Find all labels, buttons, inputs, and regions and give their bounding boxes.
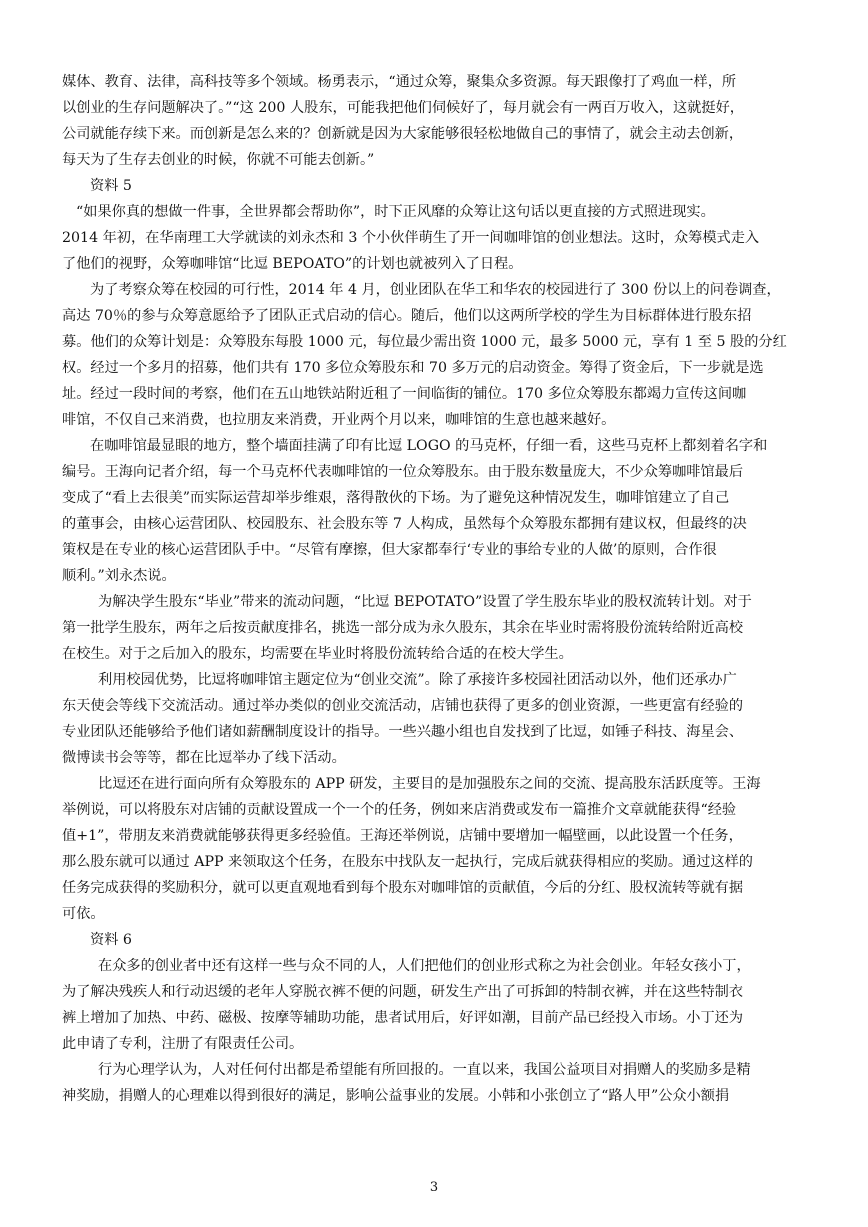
text-line: 募。他们的众筹计划是：众筹股东每股 1000 元，每位最少需出资 1000 元，最多 5000 元，享有 1 至 5 股的分红 <box>62 334 787 350</box>
text-line: 策权是在专业的核心运营团队手中。“尽管有摩擦，但大家都奉行‘专业的事给专业的人做’的原则，合作很 <box>62 542 717 558</box>
text-line: 在众多的创业者中还有这样一些与众不同的人，人们把他们的创业形式称之为社会创业。年轻女孩小丁， <box>98 958 751 974</box>
text-line: “如果你真的想做一件事，全世界都会帮助你”，时下正风靡的众筹让这句话以更直接的方式照进现实。 <box>76 204 715 220</box>
text-line: 值+1”，带朋友来消费就能够获得更多经验值。王海还举例说，店铺中要增加一幅壁画，以此设置一个任务， <box>62 828 743 844</box>
text-line: 第一批学生股东，两年之后按贡献度排名，挑选一部分成为永久股东，其余在毕业时需将股份流转给附近高校 <box>62 620 744 636</box>
section-heading: 资料 6 <box>90 932 132 948</box>
text-line: 裤上增加了加热、中药、磁极、按摩等辅助功能，患者试用后，好评如潮，目前产品已经投入市场。小丁还为 <box>62 1010 744 1026</box>
text-line: 比逗还在进行面向所有众筹股东的 APP 研发，主要目的是加强股东之间的交流、提高股东活跃度等。王海 <box>98 776 761 792</box>
text-line: 在校生。对于之后加入的股东，均需要在毕业时将股份流转给合适的在校大学生。 <box>62 646 573 662</box>
text-line: 神奖励，捐赠人的心理难以得到很好的满足，影响公益事业的发展。小韩和小张创立了“路人甲”公众小额捐 <box>62 1088 730 1104</box>
text-line: 此申请了专利，注册了有限责任公司。 <box>62 1036 304 1052</box>
text-line: 权。经过一个多月的招募，他们共有 170 多位众筹股东和 70 多万元的启动资金。筹得了资金后，下一步就是选 <box>62 360 764 376</box>
text-line: 为了考察众筹在校园的可行性，2014 年 4 月，创业团队在华工和华农的校园进行了 300 份以上的问卷调查， <box>90 282 781 298</box>
text-line: 东天使会等线下交流活动。通过举办类似的创业交流活动，店铺也获得了更多的创业资源，一些更富有经验的 <box>62 698 744 714</box>
text-line: 2014 年初，在华南理工大学就读的刘永杰和 3 个小伙伴萌生了开一间咖啡馆的创业想法。这时，众筹模式走入 <box>62 230 760 246</box>
text-line: 变成了“看上去很美”而实际运营却举步维艰，落得散伙的下场。为了避免这种情况发生，咖啡馆建立了自己 <box>62 490 730 506</box>
text-line: 那么股东就可以通过 APP 来领取这个任务，在股东中找队友一起执行，完成后就获得相应的奖励。通过这样的 <box>62 854 753 870</box>
text-line: 以创业的生存问题解决了。”“这 200 人股东，可能我把他们伺候好了，每月就会有一两百万收入，这就挺好， <box>62 100 744 116</box>
text-line: 在咖啡馆最显眼的地方，整个墙面挂满了印有比逗 LOGO 的马克杯，仔细一看，这些马克杯上都刻着名字和 <box>90 438 768 454</box>
section-heading: 资料 5 <box>90 178 132 194</box>
page-number: 3 <box>429 1180 439 1195</box>
text-line: 公司就能存续下来。而创新是怎么来的？创新就是因为大家能够很轻松地做自己的事情了，就会主动去创新， <box>62 126 744 142</box>
text-line: 高达 70％的参与众筹意愿给予了团队正式启动的信心。随后，他们以这两所学校的学生为目标群体进行股东招 <box>62 308 752 324</box>
text-line: 了他们的视野，众筹咖啡馆“比逗 BEPOATO”的计划也就被列入了日程。 <box>62 256 523 272</box>
text-line: 微博读书会等等，都在比逗举办了线下活动。 <box>62 750 346 766</box>
text-line: 址。经过一段时间的考察，他们在五山地铁站附近租了一间临街的铺位。170 多位众筹股东都竭力宣传这间咖 <box>62 386 747 402</box>
text-line: 任务完成获得的奖励积分，就可以更直观地看到每个股东对咖啡馆的贡献值，今后的分红、股权流转等就有据 <box>62 880 744 896</box>
text-line: 为了解决残疾人和行动迟缓的老年人穿脱衣裤不便的问题，研发生产出了可拆卸的特制衣裤，并在这些特制衣 <box>62 984 744 1000</box>
text-line: 利用校园优势，比逗将咖啡馆主题定位为“创业交流”。除了承接许多校园社团活动以外，他们还承办广 <box>98 672 737 688</box>
text-line: 的董事会，由核心运营团队、校园股东、社会股东等 7 人构成，虽然每个众筹股东都拥有建议权，但最终的决 <box>62 516 747 532</box>
text-line: 行为心理学认为，人对任何付出都是希望能有所回报的。一直以来，我国公益项目对捐赠人的奖励多是精 <box>98 1062 751 1078</box>
text-line: 啡馆，不仅自己来消费，也拉朋友来消费，开业两个月以来，咖啡馆的生意也越来越好。 <box>62 412 616 428</box>
text-line: 顺利。”刘永杰说。 <box>62 568 176 584</box>
text-line: 为解决学生股东“毕业”带来的流动问题，“比逗 BEPOTATO”设置了学生股东毕业的股权流转计划。对于 <box>98 594 752 610</box>
text-line: 媒体、教育、法律，高科技等多个领域。杨勇表示，“通过众筹，聚集众多资源。每天跟像打了鸡血一样，所 <box>62 74 737 90</box>
text-line: 专业团队还能够给予他们诸如薪酬制度设计的指导。一些兴趣小组也自发找到了比逗，如锤子科技、海星会、 <box>62 724 744 740</box>
text-line: 举例说，可以将股东对店铺的贡献设置成一个一个的任务，例如来店消费或发布一篇推介文章就能获得“经验 <box>62 802 737 818</box>
text-line: 可依。 <box>62 906 105 922</box>
text-line: 每天为了生存去创业的时候，你就不可能去创新。” <box>62 152 375 168</box>
text-line: 编号。王海向记者介绍，每一个马克杯代表咖啡馆的一位众筹股东。由于股东数量庞大，不少众筹咖啡馆最后 <box>62 464 744 480</box>
